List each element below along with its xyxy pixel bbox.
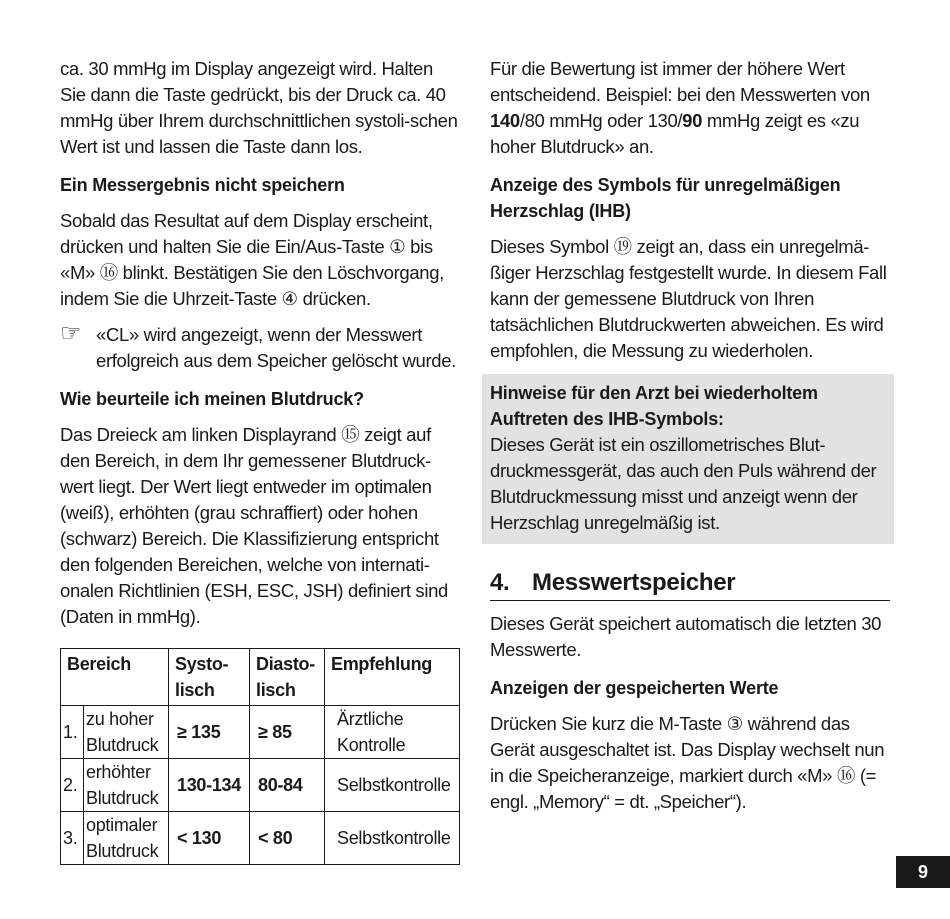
heading-no-save: Ein Messergebnis nicht speichern	[60, 175, 345, 195]
header-systolic: Systo-lisch	[169, 649, 250, 706]
evaluation-paragraph	[490, 56, 890, 160]
row-range: zu hoher Blutdruck	[84, 706, 169, 759]
row-recommendation: Selbstkontrolle	[325, 759, 460, 812]
classification-table	[60, 648, 460, 865]
section-heading	[490, 568, 890, 601]
diastolic-example: 90	[682, 110, 703, 131]
table-row	[61, 706, 460, 759]
doctor-note-text: Dieses Gerät ist ein oszillometrisches Blut-druckmessgerät, das auch den Puls während der Blutdruckmessung misst und anzeigt wenn der Herzschlag unregelmäßig ist.	[490, 434, 877, 533]
section-number: 4.	[490, 569, 510, 596]
doctor-note-title: Hinweise für den Arzt bei wiederholtem Auftreten des IHB-Symbols:	[490, 383, 818, 429]
header-diastolic: Diasto-lisch	[250, 649, 325, 706]
left-column	[60, 56, 460, 865]
row-diastolic: ≥ 85	[250, 706, 325, 759]
memory-paragraph: Dieses Gerät speichert automatisch die letzten 30 Messwerte.	[490, 613, 882, 660]
row-range: optimaler Blutdruck	[84, 812, 169, 865]
ihb-paragraph: Dieses Symbol ⑲ zeigt an, dass ein unregelmä-ßiger Herzschlag festgestellt wurde. In diesem Fall kann der gemessene Blutdruck von Ihren tatsächlichen Blutdruckwerten abweichen. Es wird empfohlen, die Messung zu wiederholen.	[490, 236, 887, 361]
right-column	[490, 56, 890, 815]
row-number: 1.	[61, 706, 84, 759]
section-title: Messwertspeicher	[532, 569, 736, 596]
row-systolic: ≥ 135	[169, 706, 250, 759]
page-number: 9	[896, 856, 950, 888]
heading-ihb: Anzeige des Symbols für unregelmäßigen Herzschlag (IHB)	[490, 175, 841, 221]
no-save-paragraph: Sobald das Resultat auf dem Display erscheint, drücken und halten Sie die Ein/Aus-Taste ① bis «M» ⑯ blinkt. Bestätigen Sie den Löschvorgang, indem Sie die Uhrzeit-Taste ④ drücken.	[60, 210, 444, 309]
header-range: Bereich	[61, 649, 169, 706]
heading-assess: Wie beurteile ich meinen Blutdruck?	[60, 389, 364, 409]
show-values-paragraph: Drücken Sie kurz die M-Taste ③ während das Gerät ausgeschaltet ist. Das Display wechselt nun in die Speicheranzeige, markiert durch «M» ⑯ (= engl. „Memory“ = dt. „Speicher“).	[490, 713, 885, 812]
row-systolic: < 130	[169, 812, 250, 865]
note	[60, 322, 460, 374]
intro-paragraph: ca. 30 mmHg im Display angezeigt wird. Halten Sie dann die Taste gedrückt, bis der Druck ca. 40 mmHg über Ihrem durchschnittlichen systoli-schen Wert ist und lassen die Taste dann los.	[60, 58, 458, 157]
row-diastolic: 80-84	[250, 759, 325, 812]
assess-paragraph: Das Dreieck am linken Displayrand ⑮ zeigt auf den Bereich, in dem Ihr gemessener Blutdruck-wert liegt. Der Wert liegt entweder im optimalen (weiß), erhöhten (grau schraffiert) oder hohen (schwarz) Bereich. Die Klassifizierung entspricht den folgenden Bereichen, welche von internati-onalen Richtlinien (ESH, ESC, JSH) definiert sind (Daten in mmHg).	[60, 424, 448, 627]
header-recommendation: Empfehlung	[325, 649, 460, 706]
evaluation-text: Für die Bewertung ist immer der höhere Wert entscheidend. Beispiel: bei den Messwerten von	[490, 58, 870, 105]
row-range: erhöhter Blutdruck	[84, 759, 169, 812]
note-text: «CL» wird angezeigt, wenn der Messwert erfolgreich aus dem Speicher gelöscht wurde.	[96, 324, 456, 371]
pointing-hand-icon: ☞	[60, 320, 82, 347]
table-header-row	[61, 649, 460, 706]
systolic-example: 140	[490, 110, 520, 131]
row-number: 3.	[61, 812, 84, 865]
table-row	[61, 759, 460, 812]
evaluation-text: /80 mmHg oder 130/	[519, 110, 683, 131]
row-recommendation: Ärztliche Kontrolle	[325, 706, 460, 759]
row-systolic: 130-134	[169, 759, 250, 812]
doctor-note-box	[482, 374, 894, 544]
row-diastolic: < 80	[250, 812, 325, 865]
evaluation-text: mmHg zeigt es «zu hoher Blutdruck» an.	[490, 110, 860, 157]
heading-show-values: Anzeigen der gespeicherten Werte	[490, 678, 779, 698]
table-row	[61, 812, 460, 865]
row-recommendation: Selbstkontrolle	[325, 812, 460, 865]
row-number: 2.	[61, 759, 84, 812]
